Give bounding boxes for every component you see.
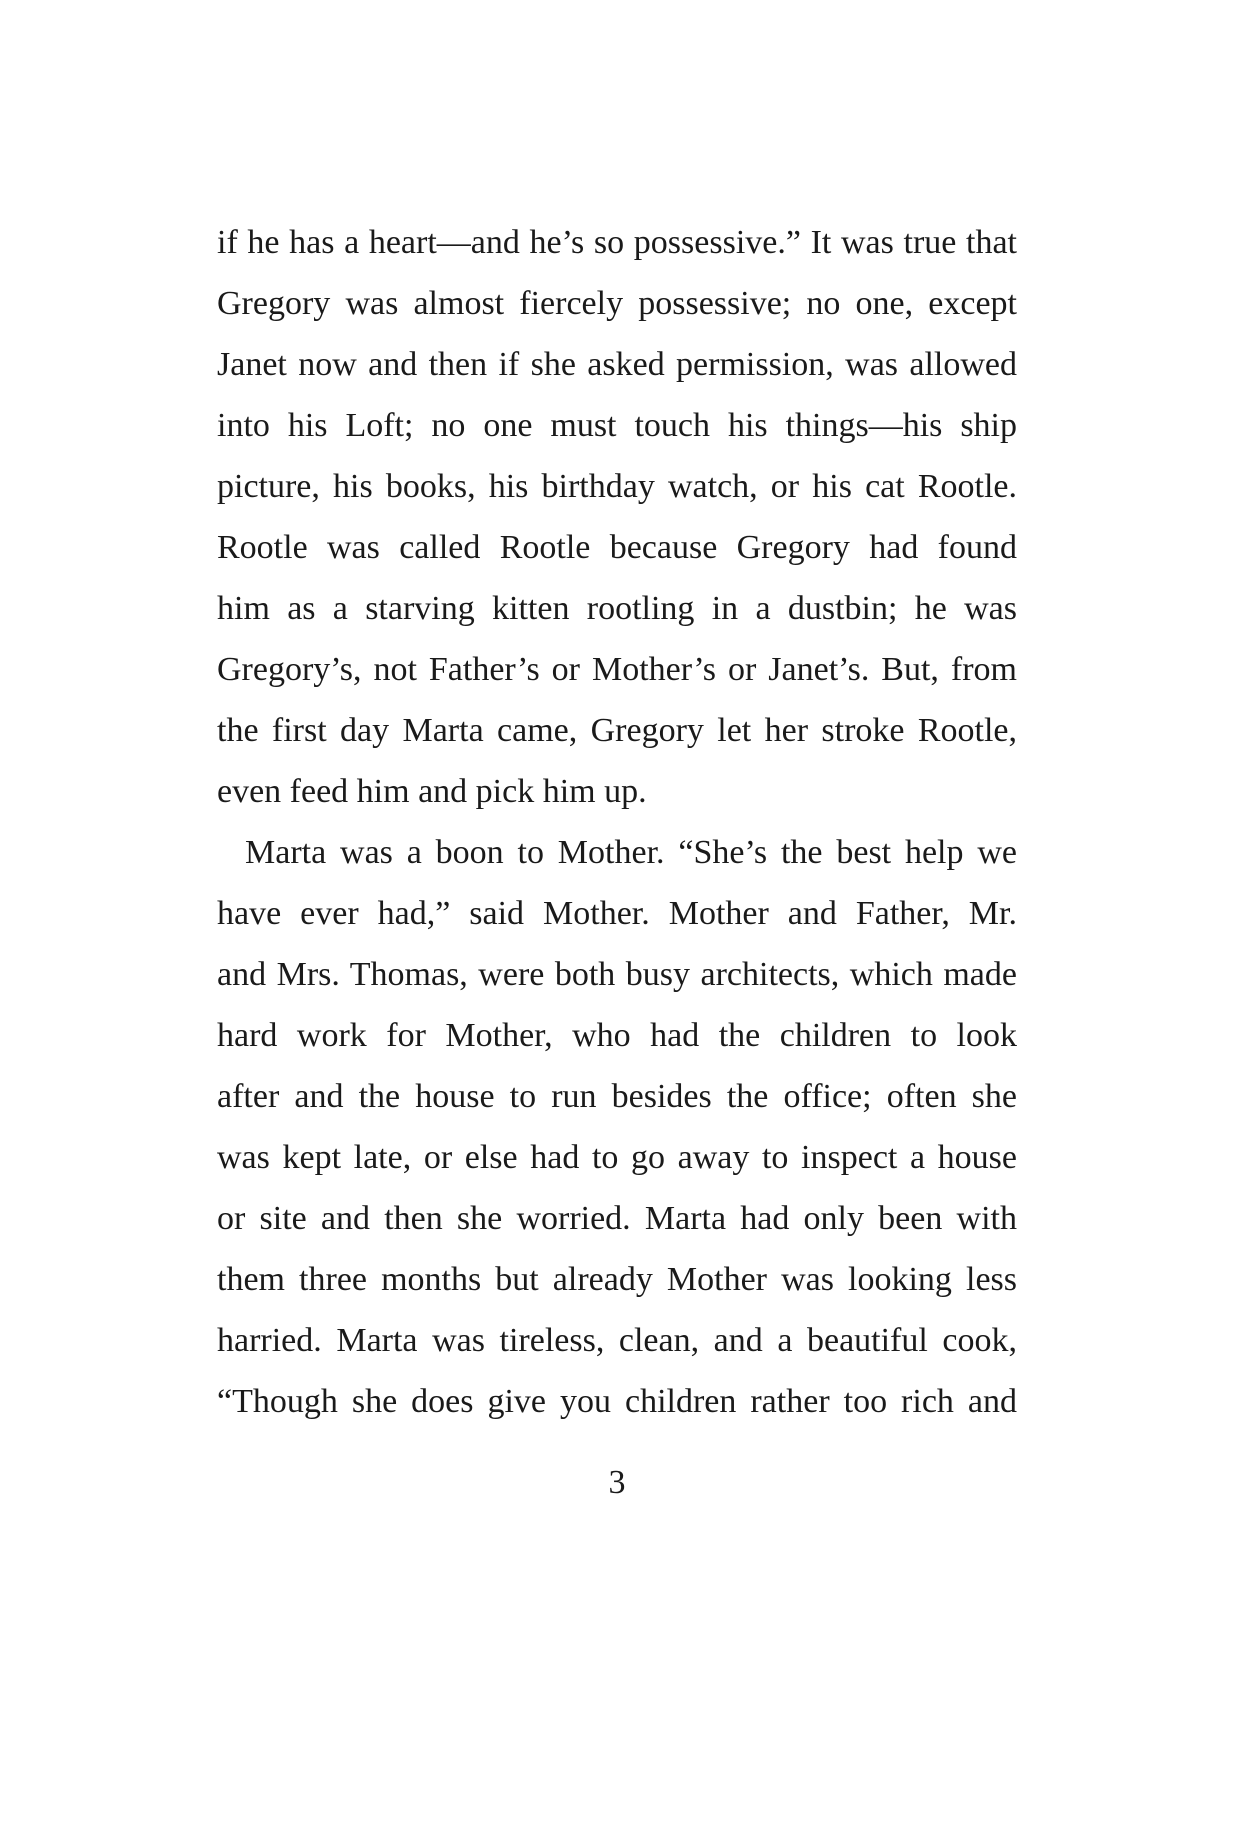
text-line: “Though she does give you children rather too rich and (217, 1383, 1017, 1420)
text-line: Rootle was called Rootle because Gregory had found (217, 529, 1017, 566)
text-line: or site and then she worried. Marta had only been with (217, 1200, 1017, 1237)
text-line: have ever had,” said Mother. Mother and Father, Mr. (217, 895, 1017, 932)
text-line: into his Loft; no one must touch his things—his ship (217, 407, 1017, 444)
text-line: him as a starving kitten rootling in a dustbin; he was (217, 590, 1017, 627)
text-line: hard work for Mother, who had the children to look (217, 1017, 1017, 1054)
text-line: after and the house to run besides the office; often she (217, 1078, 1017, 1115)
text-line: Gregory was almost fiercely possessive; no one, except (217, 285, 1017, 322)
text-line: picture, his books, his birthday watch, or his cat Rootle. (217, 468, 1017, 505)
text-line: harried. Marta was tireless, clean, and a beautiful cook, (217, 1322, 1017, 1359)
text-line: Janet now and then if she asked permission, was allowed (217, 346, 1017, 383)
text-line: them three months but already Mother was looking less (217, 1261, 1017, 1298)
page-number: 3 (608, 1464, 626, 1501)
text-line: if he has a heart—and he’s so possessive.” It was true that (217, 224, 1017, 261)
text-block (217, 212, 1017, 1432)
text-line-paragraph-start: Marta was a boon to Mother. “She’s the best help we (245, 834, 1017, 871)
text-line-paragraph-end: even feed him and pick him up. (217, 773, 647, 810)
text-line: Gregory’s, not Father’s or Mother’s or Janet’s. But, from (217, 651, 1017, 688)
text-line: and Mrs. Thomas, were both busy architects, which made (217, 956, 1017, 993)
text-line: was kept late, or else had to go away to inspect a house (217, 1139, 1017, 1176)
text-line: the first day Marta came, Gregory let her stroke Rootle, (217, 712, 1017, 749)
